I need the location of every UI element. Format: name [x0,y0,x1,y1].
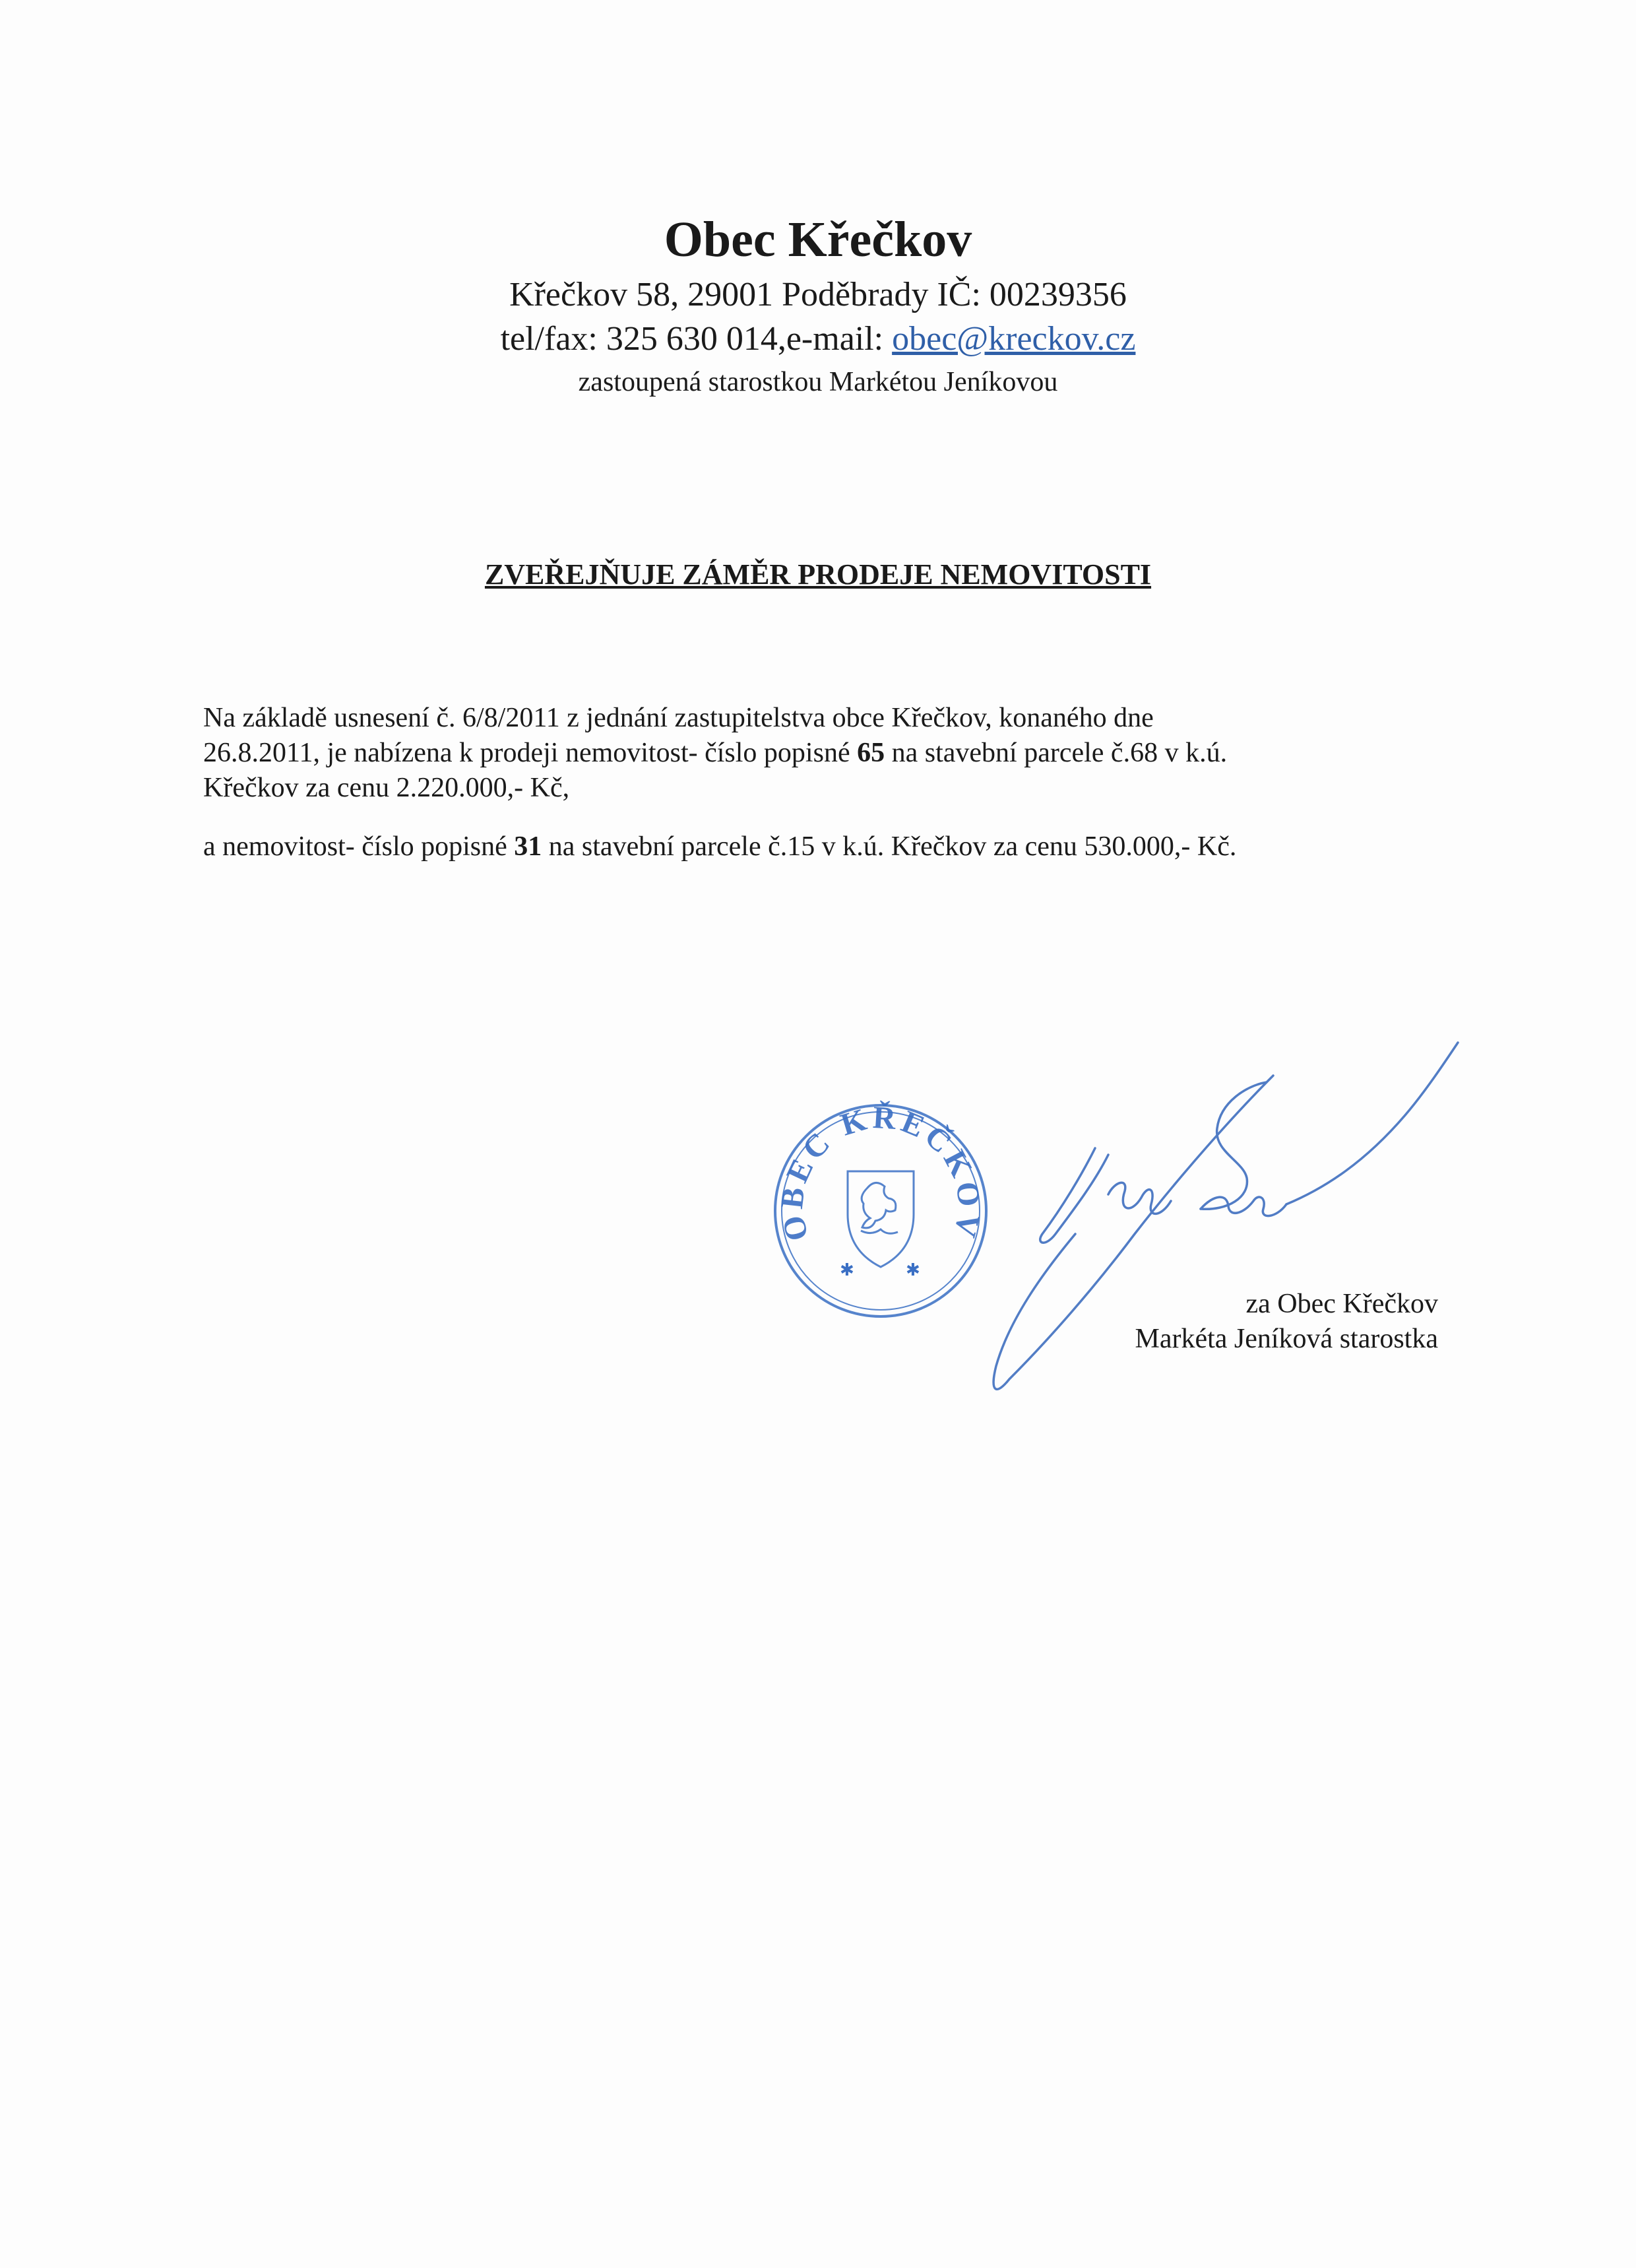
stamp-star-left-icon: ✱ [840,1260,854,1280]
contact-email-link[interactable]: obec@kreckov.cz [892,320,1136,358]
coat-of-arms-icon [848,1171,914,1267]
organization-contact [0,318,1636,360]
stamp-star-right-icon: ✱ [906,1260,920,1280]
body-line-1: Na základě usnesení č. 6/8/2011 z jednání zastupitelstva obce Křečkov, konaného dne [203,703,1154,733]
body-line-4-text-b: na stavební parcele č.15 v k.ú. Křečkov za cenu 530.000,- Kč. [542,831,1237,862]
house-number-31: 31 [514,831,542,862]
stamp-lettering-path: OBEC KŘEČKOV [774,1099,988,1245]
body-line-4 [203,829,1509,864]
house-number-65: 65 [857,738,885,768]
body-line-2 [203,736,1509,771]
official-stamp [769,1099,993,1323]
body-line-4-text-a: a nemovitost- číslo popisné [203,831,515,862]
body-line-3: Křečkov za cenu 2.220.000,- Kč, [203,773,570,803]
represented-by: zastoupená starostkou Markétou Jeníkovou [578,367,1058,397]
organization-address: Křečkov 58, 29001 Poděbrady IČ: 00239356 [509,276,1127,313]
contact-phone: tel/fax: 325 630 014,e-mail: [500,320,893,358]
body-line-2-text-a: 26.8.2011, je nabízena k prodeji nemovitost- číslo popisné [203,738,858,768]
organization-name: Obec Křečkov [664,212,972,267]
body-line-2-text-b: na stavební parcele č.68 v k.ú. [885,738,1228,768]
signature-on-behalf: za Obec Křečkov [1245,1289,1438,1319]
document-title: ZVEŘEJŇUJE ZÁMĚR PRODEJE NEMOVITOSTI [484,558,1152,591]
signatory-name-title: Markéta Jeníková starostka [1135,1324,1438,1354]
